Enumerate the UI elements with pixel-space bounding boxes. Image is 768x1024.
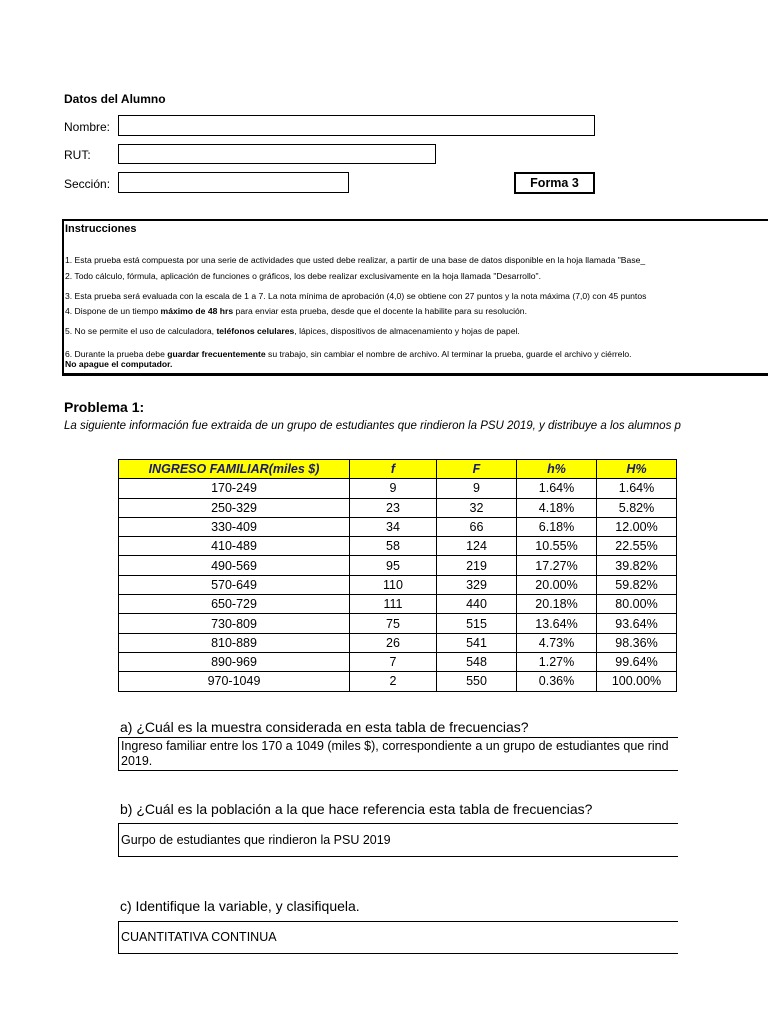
table-row [119,556,677,575]
table-cell: 124 [437,537,517,556]
table-cell: 5.82% [597,498,677,517]
table-cell: 39.82% [597,556,677,575]
table-row [119,652,677,671]
table-cell: 75 [350,614,437,633]
table-cell: 34 [350,517,437,536]
table-cell: 12.00% [597,517,677,536]
answer-c-text: CUANTITATIVA CONTINUA [121,930,277,944]
table-cell: 93.64% [597,614,677,633]
table-cell: 9 [437,479,517,498]
problem-title: Problema 1: [64,399,145,415]
problem-intro: La siguiente información fue extraida de un grupo de estudiantes que rindieron la PSU 2019, y distribuye a los alumnos p [64,420,681,432]
table-cell: 2 [350,672,437,691]
table-cell: 23 [350,498,437,517]
table-cell: 110 [350,575,437,594]
table-cell: 440 [437,595,517,614]
instruction-item-6-note: No apague el computador. [65,359,173,369]
name-label: Nombre: [64,120,111,134]
table-cell: 329 [437,575,517,594]
table-cell: 20.00% [517,575,597,594]
table-cell: 80.00% [597,595,677,614]
table-cell: 1.64% [517,479,597,498]
name-field[interactable] [118,115,595,136]
rut-label: RUT: [64,148,91,162]
question-c: c) Identifique la variable, y clasifiquela. [120,898,360,914]
table-cell: 170-249 [119,479,350,498]
table-cell: 100.00% [597,672,677,691]
answer-a-field[interactable] [118,737,678,771]
rut-field[interactable] [118,144,436,164]
instructions-title: Instrucciones [65,223,137,235]
table-row [119,595,677,614]
table-cell: 17.27% [517,556,597,575]
table-cell: 650-729 [119,595,350,614]
table-row [119,633,677,652]
table-cell: 219 [437,556,517,575]
table-row [119,575,677,594]
table-row [119,498,677,517]
instruction-item-4: 4. Dispone de un tiempo máximo de 48 hrs para enviar esta prueba, desde que el docente la habilite para su resolución. [65,306,527,316]
header-f: f [350,460,437,479]
table-cell: 541 [437,633,517,652]
table-cell: 98.36% [597,633,677,652]
answer-c-field[interactable] [118,921,678,954]
table-cell: 20.18% [517,595,597,614]
question-a: a) ¿Cuál es la muestra considerada en esta tabla de frecuencias? [120,719,529,735]
table-cell: 550 [437,672,517,691]
answer-b-field[interactable] [118,823,678,857]
table-row [119,537,677,556]
header-F: F [437,460,517,479]
table-cell: 32 [437,498,517,517]
table-row [119,614,677,633]
table-cell: 4.18% [517,498,597,517]
table-cell: 970-1049 [119,672,350,691]
student-data-heading: Datos del Alumno [64,92,166,106]
table-cell: 58 [350,537,437,556]
table-cell: 0.36% [517,672,597,691]
table-cell: 330-409 [119,517,350,536]
table-cell: 59.82% [597,575,677,594]
table-cell: 7 [350,652,437,671]
table-cell: 9 [350,479,437,498]
table-cell: 1.27% [517,652,597,671]
table-header-row [119,460,677,479]
instruction-item-1: 1. Esta prueba está compuesta por una serie de actividades que usted debe realizar, a partir de una base de datos disponible en la hoja llamada "Base_ [65,255,646,265]
table-cell: 410-489 [119,537,350,556]
table-cell: 250-329 [119,498,350,517]
table-cell: 66 [437,517,517,536]
table-cell: 26 [350,633,437,652]
form-number-box: Forma 3 [514,172,595,194]
table-row [119,672,677,691]
answer-a-line2: 2019. [121,754,153,768]
table-cell: 111 [350,595,437,614]
table-cell: 890-969 [119,652,350,671]
header-income: INGRESO FAMILIAR(miles $) [119,460,350,479]
table-cell: 22.55% [597,537,677,556]
question-b: b) ¿Cuál es la población a la que hace referencia esta tabla de frecuencias? [120,801,593,817]
frequency-table [118,459,677,692]
table-cell: 515 [437,614,517,633]
instruction-item-5: 5. No se permite el uso de calculadora, teléfonos celulares, lápices, dispositivos de almacenamiento y hojas de papel. [65,326,520,336]
table-cell: 10.55% [517,537,597,556]
table-row [119,517,677,536]
header-h-percent: h% [517,460,597,479]
table-row [119,479,677,498]
section-field[interactable] [118,172,349,193]
section-label: Sección: [64,177,111,191]
table-cell: 6.18% [517,517,597,536]
table-cell: 1.64% [597,479,677,498]
table-body [119,479,677,691]
answer-b-text: Gurpo de estudiantes que rindieron la PSU 2019 [121,833,391,847]
table-cell: 13.64% [517,614,597,633]
table-cell: 548 [437,652,517,671]
instructions-box [62,219,768,376]
answer-a-line1: Ingreso familiar entre los 170 a 1049 (miles $), correspondiente a un grupo de estudiantes que rind [121,739,669,753]
table-cell: 490-569 [119,556,350,575]
instruction-item-3: 3. Esta prueba será evaluada con la escala de 1 a 7. La nota mínima de aprobación (4,0) se obtiene con 27 puntos y la nota máxima (7,0) con 45 puntos [65,291,647,301]
header-H-percent: H% [597,460,677,479]
table-cell: 730-809 [119,614,350,633]
table-cell: 99.64% [597,652,677,671]
instruction-item-6: 6. Durante la prueba debe guardar frecuentemente su trabajo, sin cambiar el nombre de archivo. Al terminar la prueba, guarde el archivo y ciérrelo. [65,349,632,359]
table-cell: 95 [350,556,437,575]
instruction-item-2: 2. Todo cálculo, fórmula, aplicación de funciones o gráficos, los debe realizar exclusivamente en la hoja llamada "Desarrollo". [65,271,541,281]
table-cell: 4.73% [517,633,597,652]
table-cell: 570-649 [119,575,350,594]
table-cell: 810-889 [119,633,350,652]
